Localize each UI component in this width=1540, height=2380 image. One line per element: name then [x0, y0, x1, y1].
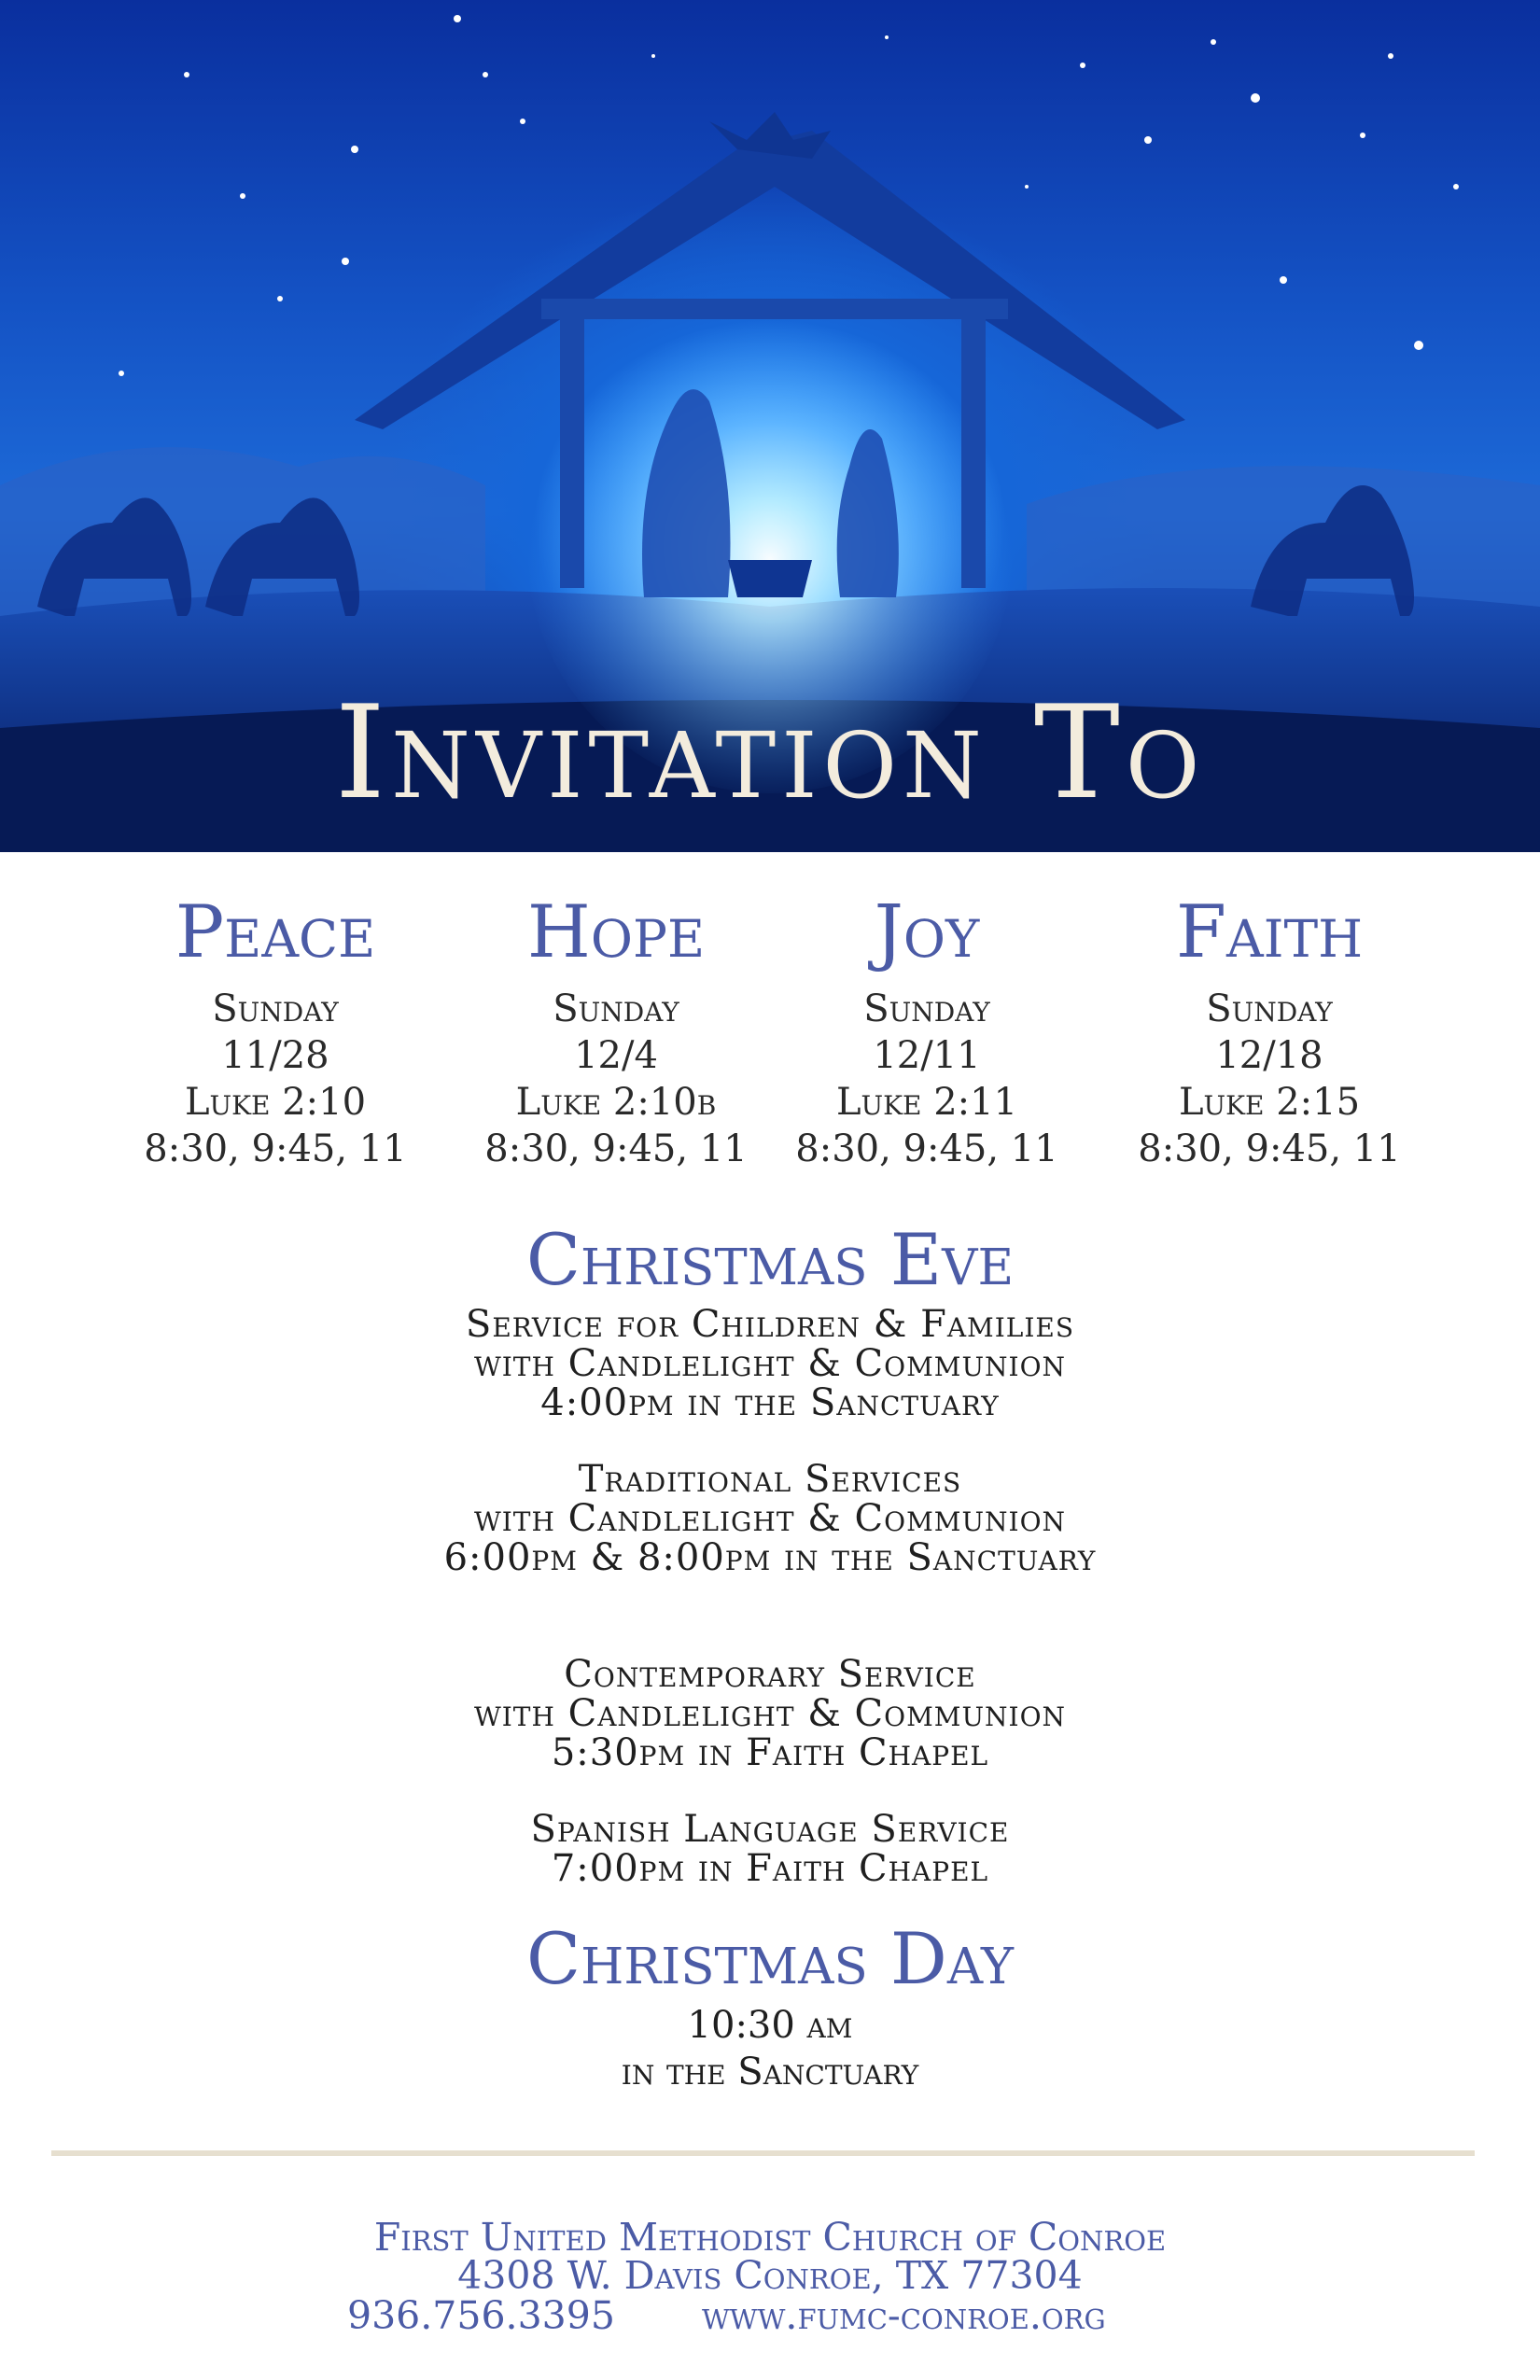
christmas-day-location: in the Sanctuary: [621, 2051, 919, 2093]
week-day: Sunday: [863, 987, 990, 1030]
week-day: Sunday: [1206, 987, 1333, 1030]
service-line: 6:00pm & 8:00pm in the Sanctuary: [443, 1536, 1097, 1579]
week-scripture: Luke 2:11: [835, 1081, 1018, 1124]
week-day: Sunday: [212, 987, 339, 1030]
service-line: 5:30pm in Faith Chapel: [551, 1731, 989, 1774]
church-name: First United Methodist Church of Conroe: [373, 2215, 1167, 2260]
church-address: 4308 W. Davis Conroe, TX 77304: [457, 2253, 1083, 2298]
week-date: 11/28: [221, 1034, 329, 1077]
christmas-eve-title: Christmas Eve: [525, 1218, 1015, 1301]
service-line: Contemporary Service: [564, 1653, 976, 1696]
week-hope: [439, 890, 793, 1172]
week-name: Peace: [175, 890, 376, 974]
christmas-day-title: Christmas Day: [526, 1917, 1014, 2000]
service-line: Traditional Services: [578, 1458, 962, 1501]
week-scripture: Luke 2:10b: [515, 1081, 717, 1124]
service-spanish: [0, 1810, 1540, 1888]
week-scripture: Luke 2:15: [1178, 1081, 1361, 1124]
service-line: 4:00pm in the Sanctuary: [540, 1381, 1000, 1424]
week-times: 8:30, 9:45, 11: [144, 1127, 407, 1170]
week-date: 12/11: [873, 1034, 981, 1077]
service-traditional: [0, 1460, 1540, 1577]
nativity-hero-image: [0, 0, 1540, 852]
service-children-families: [0, 1305, 1540, 1422]
service-line: with Candlelight & Communion: [473, 1342, 1067, 1385]
week-times: 8:30, 9:45, 11: [795, 1127, 1058, 1170]
week-times: 8:30, 9:45, 11: [484, 1127, 748, 1170]
service-contemporary: [0, 1655, 1540, 1772]
week-day: Sunday: [553, 987, 679, 1030]
service-line: Service for Children & Families: [465, 1303, 1075, 1346]
divider: [51, 2150, 1475, 2156]
service-line: 7:00pm in Faith Chapel: [551, 1847, 989, 1890]
week-name: Faith: [1175, 890, 1364, 974]
week-date: 12/4: [574, 1034, 658, 1077]
week-name: Joy: [874, 890, 980, 974]
christmas-day-details: [0, 2002, 1540, 2095]
week-joy: [749, 890, 1104, 1172]
week-faith: [1092, 890, 1447, 1172]
christmas-day-time: 10:30 am: [687, 2004, 853, 2047]
week-date: 12/18: [1215, 1034, 1323, 1077]
week-peace: [98, 890, 453, 1172]
service-line: Spanish Language Service: [530, 1808, 1010, 1851]
church-website-link[interactable]: www.fumc-conroe.org: [702, 2293, 1106, 2338]
week-name: Hope: [526, 890, 706, 974]
service-line: with Candlelight & Communion: [473, 1692, 1067, 1735]
hero-title: Invitation To: [334, 678, 1206, 828]
advent-weeks: [0, 890, 1540, 1195]
week-times: 8:30, 9:45, 11: [1138, 1127, 1401, 1170]
service-line: with Candlelight & Communion: [473, 1497, 1067, 1540]
church-phone: 936.756.3395: [347, 2293, 615, 2338]
week-scripture: Luke 2:10: [184, 1081, 367, 1124]
